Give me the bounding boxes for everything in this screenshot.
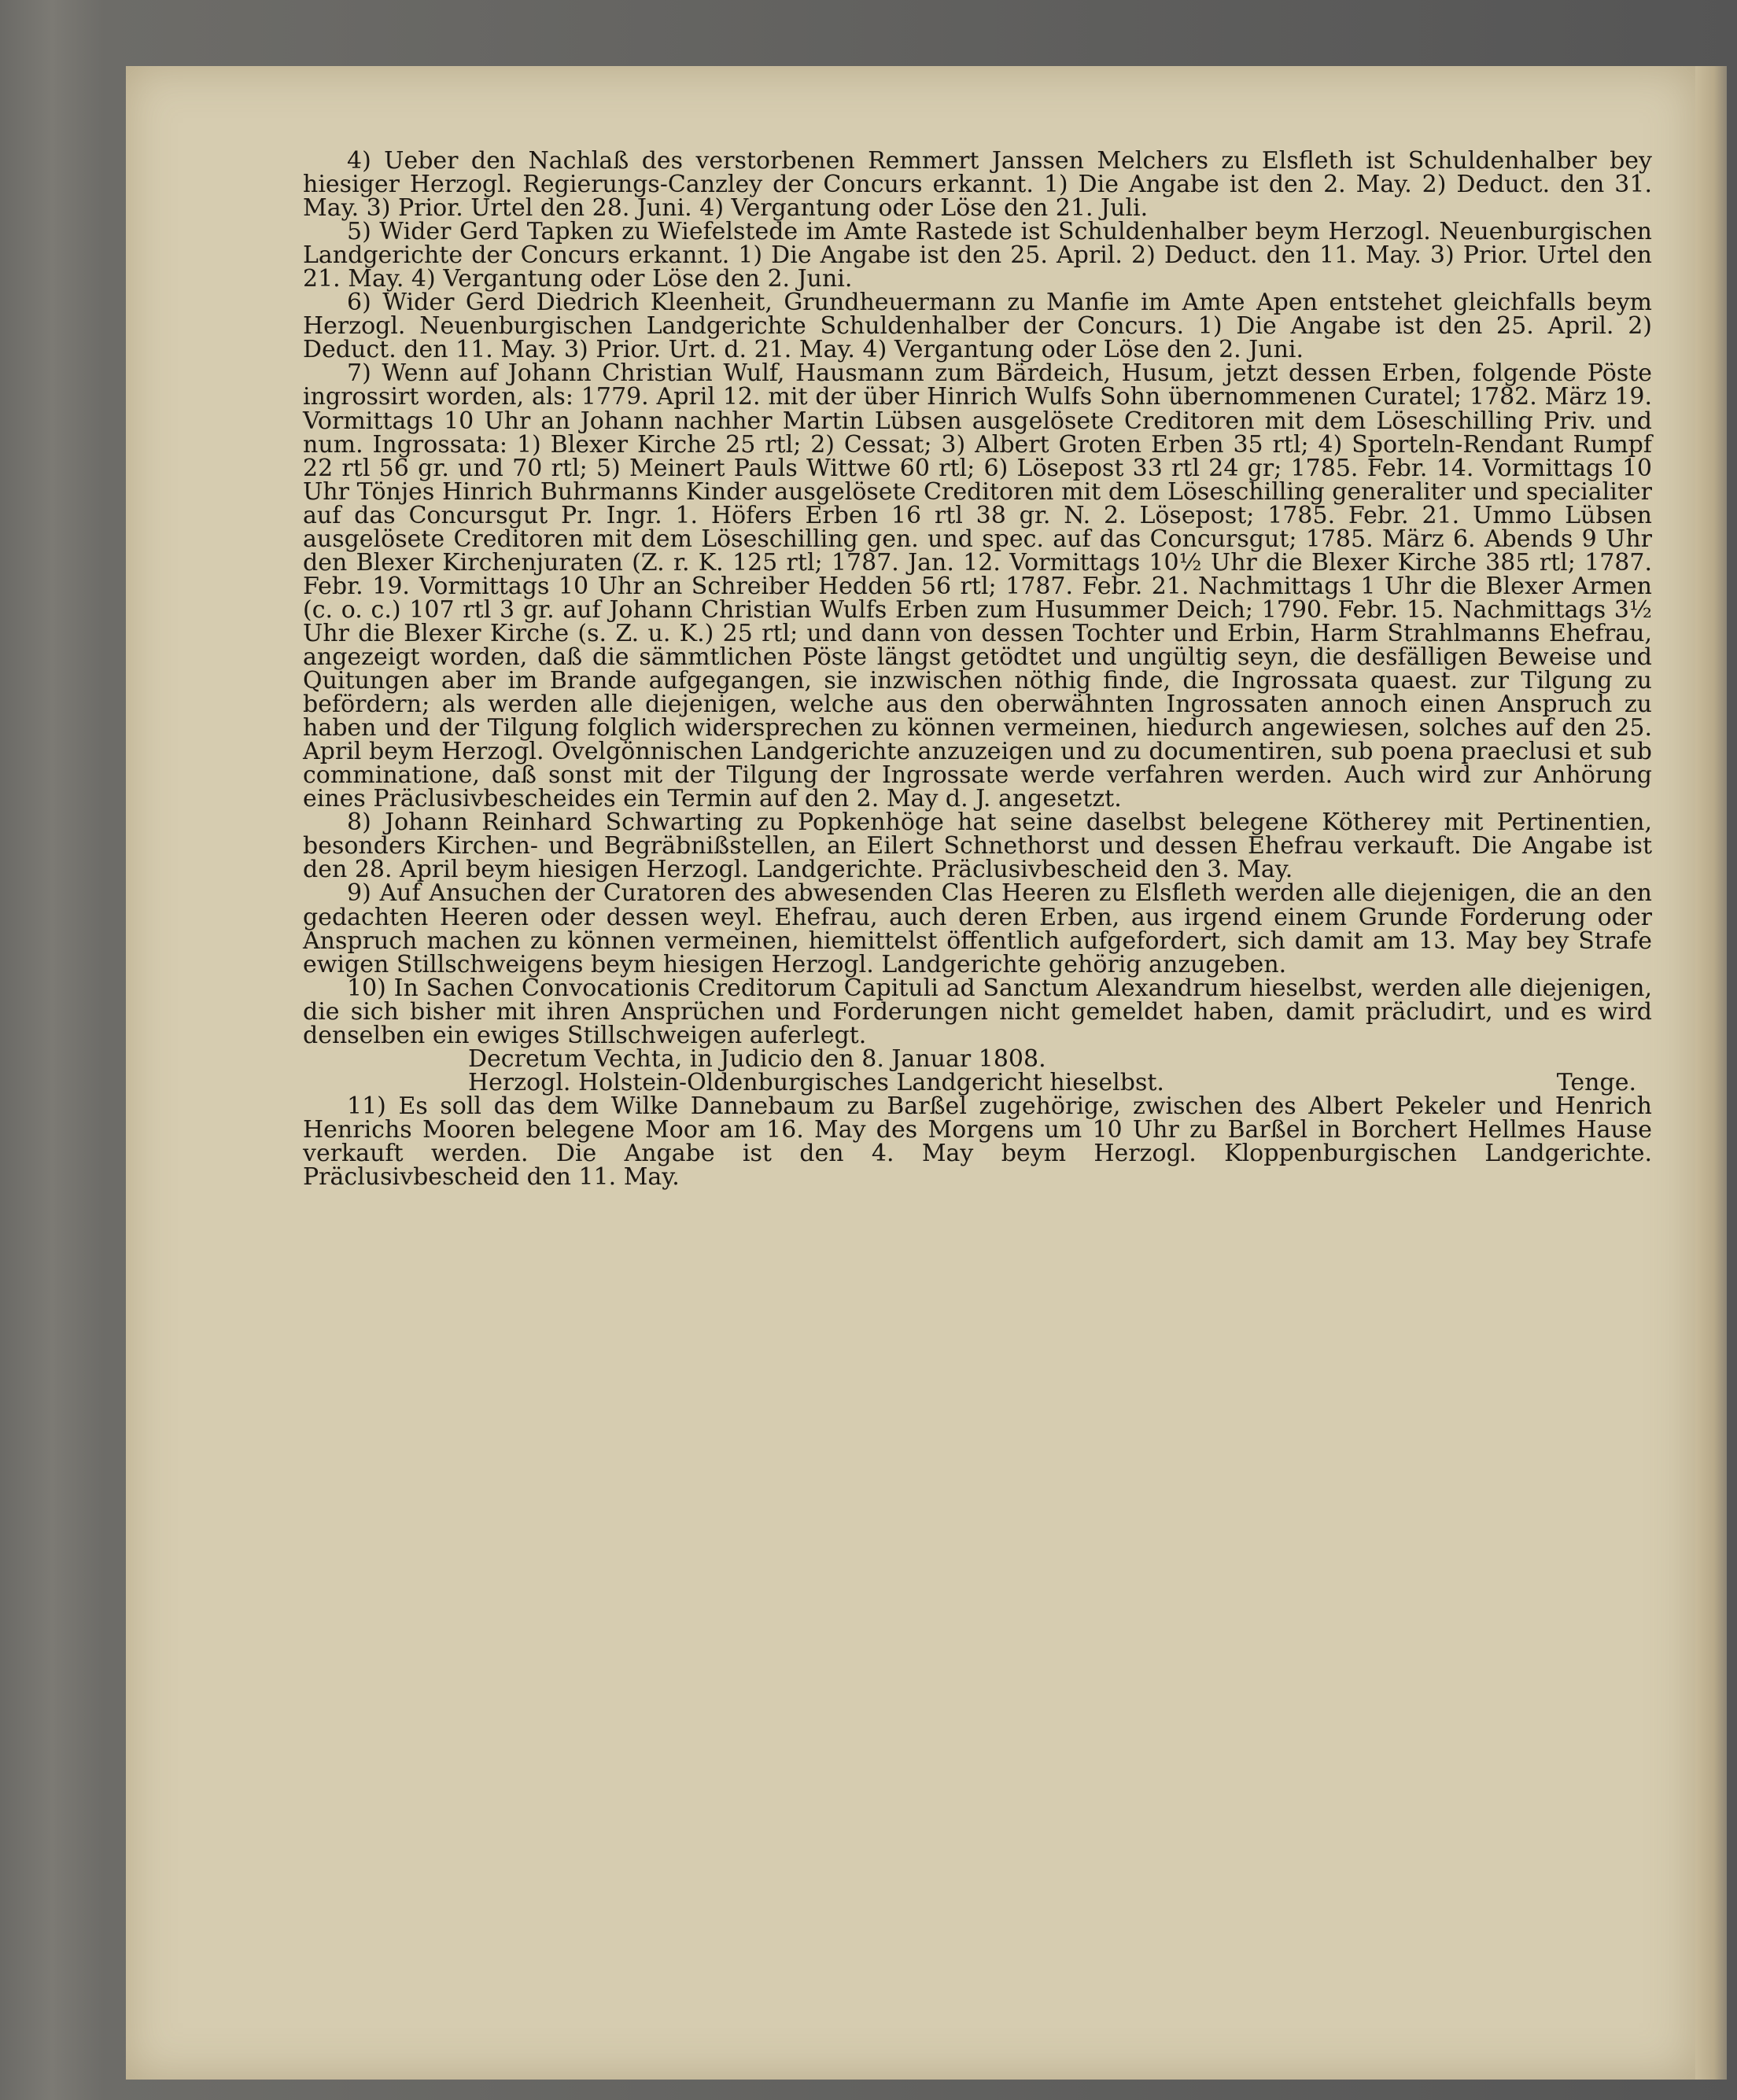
signatory-name: Tenge.: [1556, 1068, 1636, 1096]
court-name: Herzogl. Holstein-Oldenburgisches Landgericht hieselbst.: [468, 1068, 1164, 1096]
notice-entry-11: 11) Es soll das dem Wilke Dannebaum zu Barßel zugehörige, zwischen des Albert Pekeler und Henrich Henrichs Mooren belegene Moor am 16. May des Morgens um 10 Uhr zu Barßel in Borchert Hellmes Hause verkauft werden. Die Angabe ist den 4. May beym Herzogl. Kloppenburgischen Landgerichte. Präclusivbescheid den 11. May.: [303, 1092, 1652, 1192]
notice-text-block: [303, 147, 1652, 1192]
page-edge-shadow: [1695, 66, 1727, 2080]
notice-entry-6: 6) Wider Gerd Diedrich Kleenheit, Grundheuermann zu Manfie im Amte Apen entstehet gleichfalls beym Herzogl. Neuenburgischen Landgerichte Schuldenhalber der Concurs. 1) Die Angabe ist den 25. April. 2) Deduct. den 11. May. 3) Prior. Urt. d. 21. May. 4) Vergantung oder Löse den 2. Juni.: [303, 289, 1652, 364]
notice-entry-4: 4) Ueber den Nachlaß des verstorbenen Remmert Janssen Melchers zu Elsfleth ist Schuldenhalber bey hiesiger Herzogl. Regierungs-Canzley der Concurs erkannt. 1) Die Angabe ist den 2. May. 2) Deduct. den 31. May. 3) Prior. Urtel den 28. Juni. 4) Vergantung oder Löse den 21. Juli.: [303, 147, 1652, 223]
decretum-line: Decretum Vechta, in Judicio den 8. Januar 1808.: [468, 1044, 1046, 1073]
notice-entry-5: 5) Wider Gerd Tapken zu Wiefelstede im Amte Rastede ist Schuldenhalber beym Herzogl. Neuenburgischen Landgerichte der Concurs erkannt. 1) Die Angabe ist den 25. April. 2) Deduct. den 11. May. 3) Prior. Urtel den 21. May. 4) Vergantung oder Löse den 2. Juni.: [303, 218, 1652, 293]
notice-entry-7: 7) Wenn auf Johann Christian Wulf, Hausmann zum Bärdeich, Husum, jetzt dessen Erben, folgende Pöste ingrossirt worden, als: 1779. April 12. mit der über Hinrich Wulfs Sohn übernommenen Curatel; 1782. März 19. Vormittags 10 Uhr an Johann nachher Martin Lübsen ausgelösete Creditoren mit dem Löseschilling Priv. und num. Ingrossata: 1) Blexer Kirche 25 rtl; 2) Cessat; 3) Albert Groten Erben 35 rtl; 4) Sporteln-Rendant Rumpf 22 rtl 56 gr. und 70 rtl; 5) Meinert Pauls Wittwe 60 rtl; 6) Lösepost 33 rtl 24 gr; 1785. Febr. 14. Vormittags 10 Uhr Tönjes Hinrich Buhrmanns Kinder ausgelösete Creditoren mit dem Löseschilling generaliter und specialiter auf das Concursgut Pr. Ingr. 1. Höfers Erben 16 rtl 38 gr. N. 2. Lösepost; 1785. Febr. 21. Ummo Lübsen ausgelösete Creditoren mit dem Löseschilling gen. und spec. auf das Concursgut; 1785. März 6. Abends 9 Uhr den Blexer Kirchenjuraten (Z. r. K. 125 rtl; 1787. Jan. 12. Vormittags 10½ Uhr die Blexer Kirche 385 rtl; 1787. Febr. 19. Vormittags 10 Uhr an Schreiber Hedden 56 rtl; 1787. Febr. 21. Nachmittags 1 Uhr die Blexer Armen (c. o. c.) 107 rtl 3 gr. auf Johann Christian Wulfs Erben zum Husummer Deich; 1790. Febr. 15. Nachmittags 3½ Uhr die Blexer Kirche (s. Z. u. K.) 25 rtl; und dann von dessen Tochter und Erbin, Harm Strahlmanns Ehefrau, angezeigt worden, daß die sämmtlichen Pöste längst getödtet und ungültig seyn, die desfälligen Beweise und Quitungen aber im Brande aufgegangen, sie inzwischen nöthig finde, die Ingrossata quaest. zur Tilgung zu befördern; als werden alle diejenigen, welche aus den oberwähnten Ingrossaten annoch einen Anspruch zu haben und der Tilgung folglich widersprechen zu können vermeinen, hiedurch angewiesen, solches auf den 25. April beym Herzogl. Ovelgönnischen Landgerichte anzuzeigen und zu documentiren, sub poena praeclusi et sub comminatione, daß sonst mit der Tilgung der Ingrossate werde verfahren werden. Auch wird zur Anhörung eines Präclusivbescheides ein Termin auf den 2. May d. J. angesetzt.: [303, 359, 1652, 813]
notice-entry-10: 10) In Sachen Convocationis Creditorum Capituli ad Sanctum Alexandrum hieselbst, werden alle diejenigen, die sich bisher mit ihren Ansprüchen und Forderungen nicht gemeldet haben, damit präcludirt, und es wird denselben ein ewiges Stillschweigen auferlegt.: [303, 974, 1652, 1049]
notice-entry-8: 8) Johann Reinhard Schwarting zu Popkenhöge hat seine daselbst belegene Kötherey mit Pertinentien, besonders Kirchen- und Begräbnißstellen, an Eilert Schnethorst und dessen Ehefrau verkauft. Die Angabe ist den 28. April beym hiesigen Herzogl. Landgerichte. Präclusivbescheid den 3. May.: [303, 809, 1652, 884]
notice-entry-9: 9) Auf Ansuchen der Curatoren des abwesenden Clas Heeren zu Elsfleth werden alle diejenigen, die an den gedachten Heeren oder dessen weyl. Ehefrau, auch deren Erben, aus irgend einem Grunde Forderung oder Anspruch machen zu können vermeinen, hiemittelst öffentlich aufgefordert, sich damit am 13. May bey Strafe ewigen Stillschweigens beym hiesigen Herzogl. Landgerichte gehörig anzugeben.: [303, 879, 1652, 978]
signature-line: [303, 1068, 1652, 1096]
